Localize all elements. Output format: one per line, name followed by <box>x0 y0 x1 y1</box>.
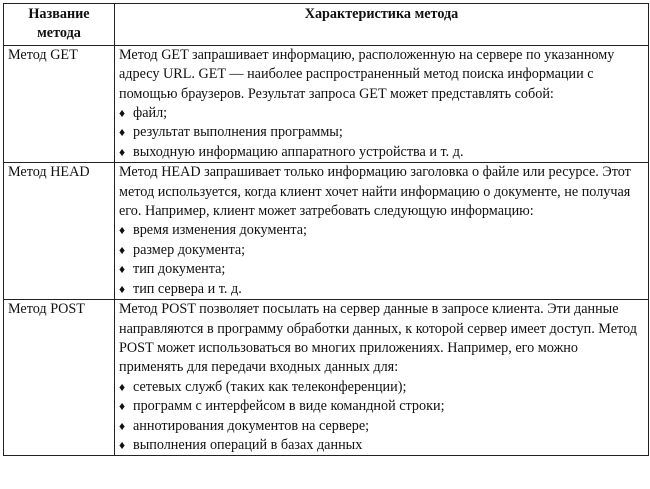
diamond-bullet-icon: ♦ <box>119 125 126 140</box>
header-row <box>4 4 649 46</box>
bullet-item <box>119 104 644 123</box>
header-method-name: Название метода <box>4 4 115 46</box>
bullet-item <box>119 260 644 279</box>
header-method-description: Характеристика метода <box>115 4 649 46</box>
bullet-text: выполнения операций в базах данных <box>133 436 363 453</box>
diamond-bullet-icon: ♦ <box>119 418 126 433</box>
bullet-text: аннотирования документов на сервере; <box>133 417 370 434</box>
bullet-text: программ с интерфейсом в виде командной строки; <box>133 398 445 415</box>
table-row-head <box>4 163 649 300</box>
method-description-cell <box>115 45 649 162</box>
bullet-item <box>119 241 644 260</box>
method-description-cell <box>115 163 649 300</box>
bullet-item <box>119 436 644 455</box>
bullet-item <box>119 143 644 162</box>
bullet-item <box>119 280 644 299</box>
diamond-bullet-icon: ♦ <box>119 399 126 414</box>
method-description: Метод POST позволяет посылать на сервер данные в запросе клиента. Эти данные направляются в программу обработки данных, к которой сервер имеет доступ. Метод POST может использоваться во многих приложениях. Например, его можно применять для передачи входных данных для: <box>119 301 637 376</box>
bullet-text: файл; <box>133 105 168 122</box>
bullet-text: сетевых служб (таких как телеконференции); <box>133 378 407 395</box>
table-row-post <box>4 300 649 456</box>
bullet-item <box>119 397 644 416</box>
diamond-bullet-icon: ♦ <box>119 144 126 159</box>
http-methods-table <box>3 3 649 456</box>
method-description: Метод HEAD запрашивает только информацию заголовка о файле или ресурсе. Этот метод используется, когда клиент хочет найти информацию о документе, не получая его. Например, клиент может затребовать следующую информацию: <box>119 164 631 220</box>
diamond-bullet-icon: ♦ <box>119 223 126 238</box>
bullet-text: время изменения документа; <box>133 222 307 239</box>
diamond-bullet-icon: ♦ <box>119 106 126 121</box>
method-name: Метод POST <box>4 300 115 456</box>
table-row-get <box>4 45 649 162</box>
bullet-item <box>119 123 644 142</box>
method-name: Метод GET <box>4 45 115 162</box>
bullet-item <box>119 221 644 240</box>
diamond-bullet-icon: ♦ <box>119 242 126 257</box>
bullet-text: тип документа; <box>133 261 226 278</box>
diamond-bullet-icon: ♦ <box>119 437 126 452</box>
bullet-text: тип сервера и т. д. <box>133 280 242 297</box>
method-description: Метод GET запрашивает информацию, расположенную на сервере по указанному адресу URL. GET — наиболее распространенный метод поиска информации с помощью браузеров. Результат запроса GET может представлять собой: <box>119 46 615 102</box>
bullet-text: результат выполнения программы; <box>133 124 343 141</box>
bullet-text: выходную информацию аппаратного устройства и т. д. <box>133 143 464 160</box>
method-name: Метод HEAD <box>4 163 115 300</box>
bullet-text: размер документа; <box>133 241 246 258</box>
bullet-item <box>119 417 644 436</box>
method-description-cell <box>115 300 649 456</box>
diamond-bullet-icon: ♦ <box>119 281 126 296</box>
diamond-bullet-icon: ♦ <box>119 262 126 277</box>
diamond-bullet-icon: ♦ <box>119 379 126 394</box>
bullet-item <box>119 378 644 397</box>
